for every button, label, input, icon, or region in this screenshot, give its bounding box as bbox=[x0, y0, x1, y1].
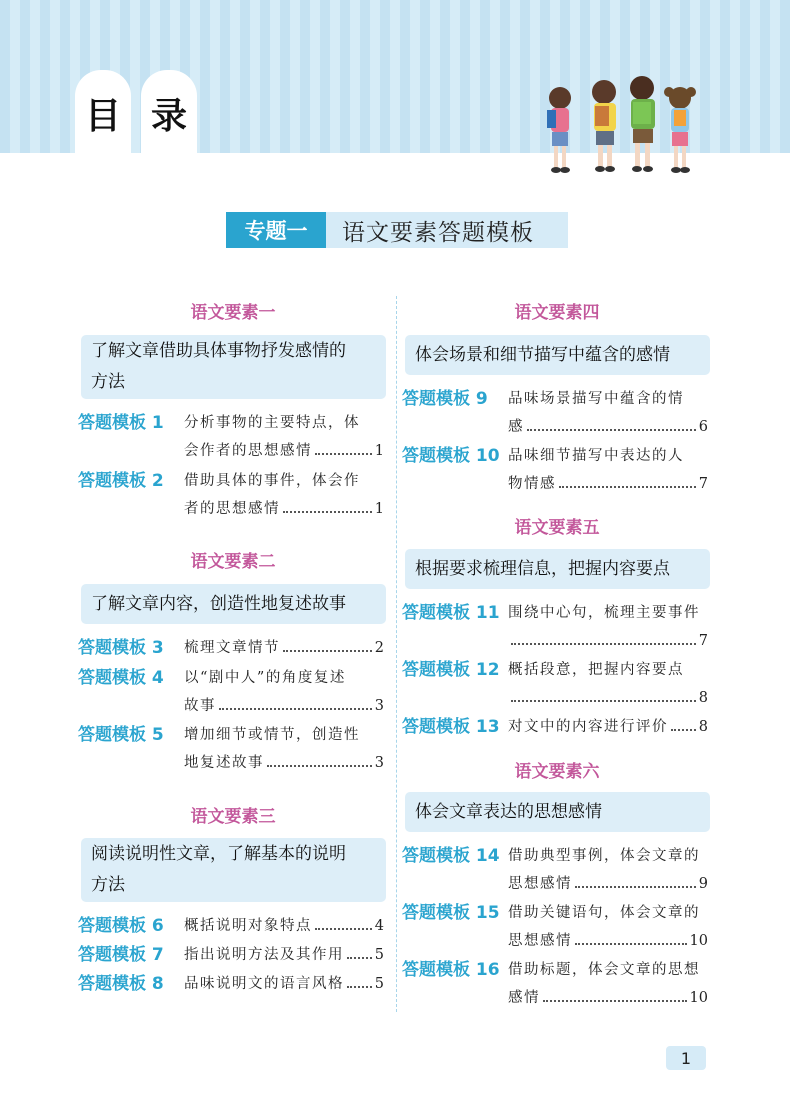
template-label: 答题模板 8 bbox=[78, 974, 164, 994]
skill-box[interactable] bbox=[405, 792, 710, 832]
topic-tag: 专题一 bbox=[226, 212, 326, 248]
page-ref: 4 bbox=[374, 918, 384, 934]
child-3 bbox=[630, 76, 655, 172]
template-label: 答题模板 13 bbox=[402, 717, 500, 737]
page-ref: 3 bbox=[374, 698, 384, 714]
skill-line: 根据要求梳理信息，把握内容要点 bbox=[415, 558, 670, 579]
child-4 bbox=[664, 87, 696, 173]
toc-title-char-1: 目 bbox=[75, 70, 131, 156]
element-title: 语文要素二 bbox=[190, 552, 276, 572]
page-ref: 7 bbox=[698, 633, 708, 649]
page-number: 1 bbox=[666, 1046, 706, 1070]
page-ref: 10 bbox=[689, 933, 708, 949]
page-ref: 3 bbox=[374, 755, 384, 771]
entry-text: 梳理文章情节 2 bbox=[184, 634, 384, 662]
entry-text: 指出说明方法及其作用 5 bbox=[184, 941, 384, 969]
element-title: 语文要素四 bbox=[514, 303, 600, 323]
entry-text: 品味细节描写中表达的人 物情感 7 bbox=[508, 442, 708, 498]
entry-text: 概括段意，把握内容要点 8 bbox=[508, 656, 708, 712]
element-title: 语文要素五 bbox=[514, 518, 600, 538]
skill-line: 阅读说明性文章，了解基本的说明 bbox=[91, 844, 346, 864]
page-ref: 1 bbox=[374, 443, 384, 459]
entry-text: 借助关键语句，体会文章的 思想感情 10 bbox=[508, 899, 708, 955]
entry-text: 对文中的内容进行评价 8 bbox=[508, 713, 708, 741]
page-ref: 6 bbox=[698, 419, 708, 435]
entry-text: 概括说明对象特点 4 bbox=[184, 912, 384, 940]
template-label: 答题模板 4 bbox=[78, 668, 164, 688]
entry-text: 增加细节或情节，创造性 地复述故事 3 bbox=[184, 721, 384, 777]
skill-line: 体会场景和细节描写中蕴含的感情 bbox=[415, 344, 670, 365]
page-ref: 9 bbox=[698, 876, 708, 892]
page-ref: 2 bbox=[374, 640, 384, 656]
template-label: 答题模板 11 bbox=[402, 603, 500, 623]
child-2 bbox=[592, 80, 616, 172]
element-title: 语文要素六 bbox=[514, 762, 600, 782]
template-label: 答题模板 1 bbox=[78, 413, 164, 433]
template-label: 答题模板 3 bbox=[78, 638, 164, 658]
element-title: 语文要素一 bbox=[190, 303, 276, 323]
element-title: 语文要素三 bbox=[190, 807, 276, 827]
skill-line: 体会文章表达的思想感情 bbox=[415, 801, 602, 822]
entry-text: 分析事物的主要特点，体 会作者的思想感情 1 bbox=[184, 409, 384, 465]
page-ref: 10 bbox=[689, 990, 708, 1006]
template-label: 答题模板 15 bbox=[402, 903, 500, 923]
template-label: 答题模板 9 bbox=[402, 389, 488, 409]
skill-box[interactable] bbox=[81, 335, 386, 399]
template-label: 答题模板 2 bbox=[78, 471, 164, 491]
skill-line: 方法 bbox=[91, 875, 125, 895]
template-label: 答题模板 7 bbox=[78, 945, 164, 965]
skill-line: 了解文章借助具体事物抒发感情的 bbox=[91, 341, 346, 361]
template-label: 答题模板 16 bbox=[402, 960, 500, 980]
topic-name: 语文要素答题模板 bbox=[326, 212, 568, 248]
entry-text: 借助标题，体会文章的思想 感情 10 bbox=[508, 956, 708, 1012]
entry-text: 围绕中心句，梳理主要事件 7 bbox=[508, 599, 708, 655]
skill-box[interactable] bbox=[81, 584, 386, 624]
child-1 bbox=[547, 87, 571, 173]
page-ref: 7 bbox=[698, 476, 708, 492]
page-ref: 1 bbox=[374, 501, 384, 517]
entry-text: 以“剧中人”的角度复述 故事 3 bbox=[184, 664, 384, 720]
template-label: 答题模板 14 bbox=[402, 846, 500, 866]
template-label: 答题模板 12 bbox=[402, 660, 500, 680]
skill-box[interactable] bbox=[405, 335, 710, 375]
page-ref: 8 bbox=[698, 719, 708, 735]
topic-heading bbox=[226, 212, 568, 248]
skill-line: 了解文章内容，创造性地复述故事 bbox=[91, 593, 346, 614]
template-label: 答题模板 10 bbox=[402, 446, 500, 466]
children-illustration bbox=[538, 70, 708, 180]
page-ref: 5 bbox=[374, 976, 384, 992]
page-ref: 8 bbox=[698, 690, 708, 706]
template-label: 答题模板 5 bbox=[78, 725, 164, 745]
entry-text: 品味说明文的语言风格 5 bbox=[184, 970, 384, 998]
template-label: 答题模板 6 bbox=[78, 916, 164, 936]
page-ref: 5 bbox=[374, 947, 384, 963]
entry-text: 借助典型事例，体会文章的 思想感情 9 bbox=[508, 842, 708, 898]
toc-title-char-2: 录 bbox=[141, 70, 197, 156]
entry-text: 品味场景描写中蕴含的情 感 6 bbox=[508, 385, 708, 441]
skill-box[interactable] bbox=[405, 549, 710, 589]
skill-line: 方法 bbox=[91, 372, 125, 392]
skill-box[interactable] bbox=[81, 838, 386, 902]
column-divider bbox=[396, 296, 397, 1012]
entry-text: 借助具体的事件，体会作 者的思想感情 1 bbox=[184, 467, 384, 523]
